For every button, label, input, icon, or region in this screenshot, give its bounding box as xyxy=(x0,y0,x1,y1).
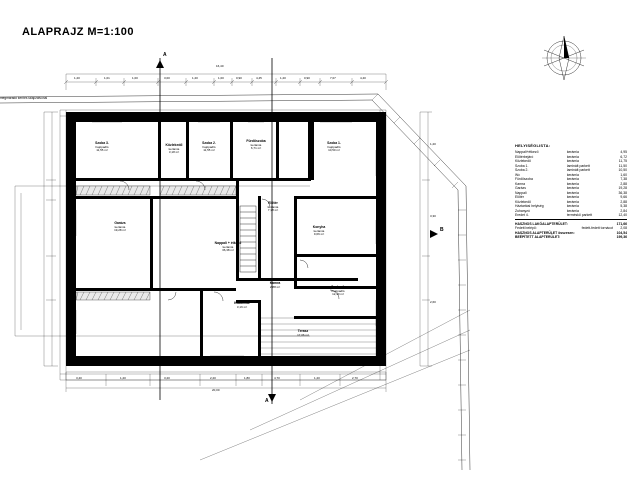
dimension-bottom-8: 2,70 xyxy=(352,376,358,380)
table-row: Közlekedő kerámia 2,88 xyxy=(515,199,627,204)
table-row: Nappali kerámia 36,38 xyxy=(515,190,627,195)
room-label: Terasz 17,06 m² xyxy=(297,329,309,337)
room-label: Szoba 4. hajópadló 12,40 m² xyxy=(331,285,345,297)
table-row: Zuhanyzó kerámia 2,84 xyxy=(515,208,627,213)
dimension-total-bottom: 20,00 xyxy=(212,388,220,392)
table-row: Háztartási helyiség kerámia 5,38 xyxy=(515,204,627,209)
table-row: Fedett belépő: fedett-fedett tornácot 2,08 xyxy=(515,226,627,231)
room-label: Előtér kerámia 7,38 m² xyxy=(267,201,279,213)
table-row: Wc kerámia 1,60 xyxy=(515,172,627,177)
table-row: Szoba 1. laminált parkett 11,50 xyxy=(515,163,627,168)
table-row: Szoba 2. laminált parkett 10,50 xyxy=(515,168,627,173)
dimension-top-3: 1,00 xyxy=(132,76,138,80)
section-axis-label-b-right: B xyxy=(440,227,444,233)
page-title: ALAPRAJZ M=1:100 xyxy=(22,26,134,38)
dimension-bottom-2: 1,20 xyxy=(120,376,126,380)
dimension-top-7: 0,90 xyxy=(236,76,242,80)
dimension-top-4: 3,00 xyxy=(164,76,170,80)
dimension-bottom-4: 2,20 xyxy=(210,376,216,380)
legend-table xyxy=(515,150,627,217)
room-label: Garázs kerámia 19,28 m² xyxy=(114,221,126,233)
dimension-bottom-5: 1,80 xyxy=(244,376,250,380)
table-row: Közlekedő kerámia 11,75 xyxy=(515,159,627,164)
dimension-right-1: 1,20 xyxy=(430,142,436,146)
dimension-bottom-3: 3,20 xyxy=(164,376,170,380)
dimension-bottom-6: 4,70 xyxy=(274,376,280,380)
dimension-top-11: 7,07 xyxy=(330,76,336,80)
room-label: Szoba 2. hajópadló 11,55 m² xyxy=(202,141,216,153)
section-axis-label-a-bottom: A xyxy=(265,398,269,404)
room-label: Kazánház 3,16 m² xyxy=(234,301,250,309)
dimension-bottom-1: 3,40 xyxy=(76,376,82,380)
site-note-left: megmaradó kerítés talapzatvonal xyxy=(0,96,48,100)
room-label: Kamra 2,88 m² xyxy=(269,281,281,289)
room-label: Fürdőszoba kerámia 6,71 m² xyxy=(246,139,266,151)
dimension-right-3: 2,60 xyxy=(430,300,436,304)
room-label: Közlekedő kerámia 3,18 m² xyxy=(165,143,183,155)
table-row: BEÉPÍTETT ALAPTERÜLET: 199,36 xyxy=(515,234,627,239)
legend-title: HELYISÉGLISTA: xyxy=(515,143,551,148)
legend-divider xyxy=(515,219,627,221)
section-axis-label-a-top: A xyxy=(163,52,167,58)
table-row: HASZNOS LAKÓALAPTERÜLET: 171,66 xyxy=(515,221,627,226)
table-row: Kamra kerámia 2,88 xyxy=(515,181,627,186)
table-row: HASZNOS ALAPTERÜLET összesen: 104,54 xyxy=(515,230,627,235)
dimension-total-top: 16,40 xyxy=(216,64,224,68)
north-compass-rose xyxy=(536,30,592,86)
dimension-top-10: 0,90 xyxy=(304,76,310,80)
dimension-top-8: 4,45 xyxy=(256,76,262,80)
dimension-top-1: 1,20 xyxy=(74,76,80,80)
table-row: Előtér kerámia 9,66 xyxy=(515,195,627,200)
terrace-paving xyxy=(260,318,376,358)
room-label: Szoba 3. hajópadló 11,55 m² xyxy=(95,141,109,153)
dimension-top-2: 1,01 xyxy=(104,76,110,80)
dimension-top-12: 4,40 xyxy=(360,76,366,80)
room-label: Konyha kerámia 9,66 m² xyxy=(312,225,326,237)
dimension-top-5: 1,20 xyxy=(192,76,198,80)
room-label: Szoba 1. hajópadló 10,50 m² xyxy=(327,141,341,153)
table-row: Fürdőszoba kerámia 7,38 xyxy=(515,177,627,182)
dimension-top-6: 1,00 xyxy=(218,76,224,80)
table-row: Garázs kerámia 19,28 xyxy=(515,186,627,191)
room-schedule-legend xyxy=(515,143,627,239)
table-row: Előtérbejáró kerámia 6,72 xyxy=(515,154,627,159)
room-label: Nappali + étkező kerámia 36,38 m² xyxy=(214,241,242,253)
dimension-right-2: 3,30 xyxy=(430,214,436,218)
dimension-top-9: 1,20 xyxy=(280,76,286,80)
table-row: Nappali+étkező kerámia 4,95 xyxy=(515,150,627,155)
dimension-bottom-7: 1,20 xyxy=(314,376,320,380)
table-row: Eredet 4. terméskő parkett 12,40 xyxy=(515,213,627,218)
legend-totals-table xyxy=(515,222,627,240)
